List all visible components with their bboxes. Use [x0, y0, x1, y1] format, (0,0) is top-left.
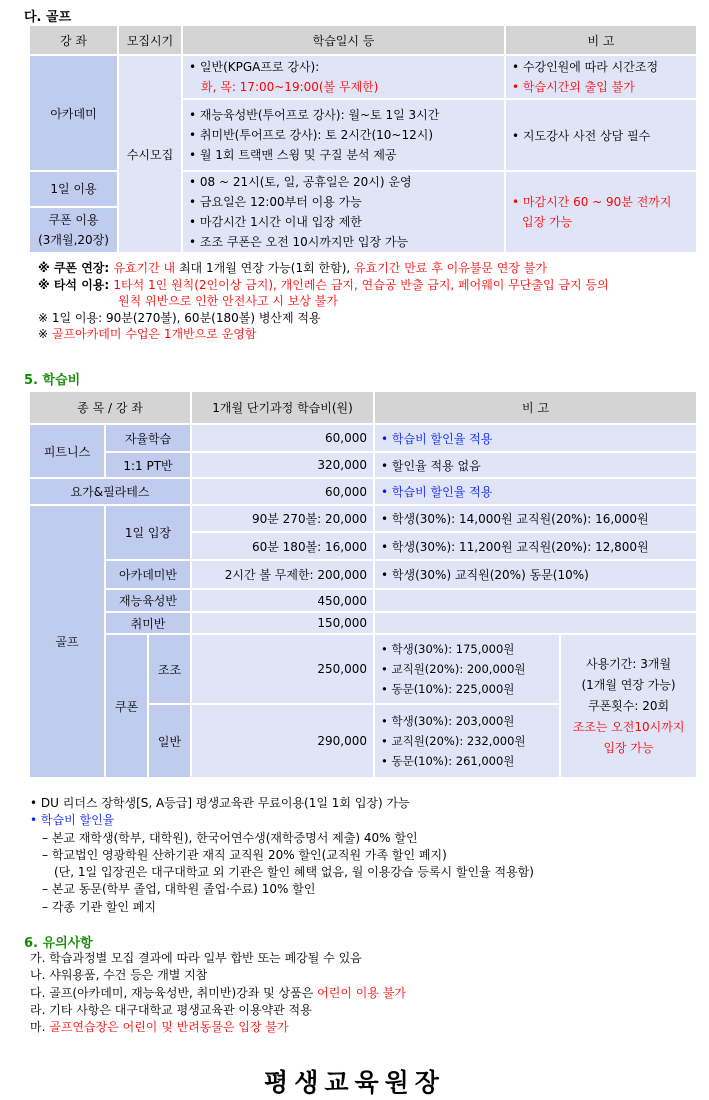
text: • 교직원(20%): 200,000원: [381, 662, 526, 676]
text: • DU 리더스 장학생[S, A등급] 평생교육관 무료이용(1일 1회 입장) 가능: [30, 796, 410, 810]
caution-heading: 6. 유의사항: [24, 936, 93, 951]
text: • 08 ~ 21시(토, 일, 공휴일은 20시) 운영: [189, 175, 412, 189]
remark: • 학습비 할인율 적용: [374, 478, 697, 505]
usage-note: [505, 171, 697, 253]
price: 60,000: [191, 478, 374, 505]
fees-heading: 5. 학습비: [24, 373, 81, 388]
text: – 본교 재학생(학부, 대학원), 한국어연수생(재학증명서 제출) 40% 할인: [42, 830, 418, 845]
col-header: 강 좌: [29, 25, 118, 55]
text: (단, 1일 입장권은 대구대학교 외 기관은 할인 혜택 없음, 월 이용강습 등록시 할인율 적용함): [54, 865, 534, 880]
list-item: [30, 985, 406, 1002]
hobby-label: 취미반: [105, 612, 191, 634]
text: 쿠폰 이용: [48, 212, 99, 227]
text: ※: [38, 327, 52, 341]
col-header: 비 고: [505, 25, 697, 55]
day-use-label: 1일 이용: [29, 171, 118, 207]
col-header: 1개월 단기과정 학습비(원): [191, 391, 374, 424]
text: 마.: [30, 1020, 50, 1035]
text: (3개월,20장): [38, 232, 109, 247]
text: 입장 가능: [603, 740, 654, 755]
text: • 학생(30%): 175,000원: [381, 642, 515, 656]
remark: [374, 612, 697, 634]
remark: [374, 634, 560, 704]
text: • 월 1회 트랙맨 스윙 및 구질 분석 제공: [189, 148, 397, 162]
coupon-label: 쿠폰: [105, 634, 148, 778]
text: • 조조 쿠폰은 오전 10시까지만 입장 가능: [189, 235, 409, 249]
talent-label: 재능육성반: [105, 589, 191, 612]
text: 원칙 위반으로 인한 안전사고 시 보상 불가: [118, 294, 338, 308]
text: – 본교 동문(학부 졸업, 대학원 졸업·수료) 10% 할인: [42, 882, 316, 897]
text: 골프아카데미 수업은 1개반으로 운영함: [51, 327, 257, 341]
price: 150,000: [191, 612, 374, 634]
self-study-label: 자율학습: [105, 424, 191, 452]
academy-classes-schedule: [182, 99, 505, 171]
price: 250,000: [191, 634, 374, 704]
text: – 학교법인 영광학원 산하기관 재직 교직원 20% 할인(교직원 가족 할인 폐지): [42, 847, 447, 862]
remark: [374, 704, 560, 778]
remark: • 할인율 적용 없음: [374, 452, 697, 478]
text: • 동문(10%): 261,000원: [381, 754, 515, 768]
price: 2시간 볼 무제한: 200,000: [191, 560, 374, 589]
academy-classes-note: • 지도강사 사전 상담 필수: [505, 99, 697, 171]
coupon-use-label: [29, 207, 118, 253]
remark: • 학생(30%) 교직원(20%) 동문(10%): [374, 560, 697, 589]
price: 90분 270볼: 20,000: [191, 505, 374, 532]
text: – 각종 기관 할인 폐지: [42, 899, 156, 914]
text: • 마감시간 1시간 이내 입장 제한: [189, 215, 362, 229]
text: 다. 골프(아카데미, 재능육성반, 취미반)강좌 및 상품은: [30, 985, 318, 1000]
pt-label: 1:1 PT반: [105, 452, 191, 478]
text: 입장 가능: [522, 215, 573, 229]
text: • 학습비 할인율: [30, 813, 115, 828]
text: 유효기간 내: [113, 261, 179, 275]
day-entry-label: 1일 입장: [105, 505, 191, 560]
text: ※ 타석 이용:: [38, 277, 114, 292]
text: 최대 1개월 연장 가능(1회 한함),: [178, 261, 355, 275]
yoga-label: 요가&필라테스: [29, 478, 191, 505]
caution-list: [30, 950, 406, 1036]
col-header: 학습일시 등: [182, 25, 505, 55]
fitness-label: 피트니스: [29, 424, 105, 478]
text: 쿠폰횟수: 20회: [587, 698, 670, 713]
price: 320,000: [191, 452, 374, 478]
text: • 재능육성반(투어프로 강사): 월~토 1일 3시간: [189, 108, 440, 122]
text: ※ 쿠폰 연장:: [38, 261, 114, 275]
early-label: 조조: [148, 634, 191, 704]
text: 골프연습장은 어린이 및 반려동물은 입장 불가: [49, 1020, 289, 1035]
price: 290,000: [191, 704, 374, 778]
golf-table: [28, 24, 698, 254]
text: • 학습시간외 출입 불가: [512, 80, 635, 94]
academy-label: 아카데미: [29, 55, 118, 171]
academy-general-schedule: [182, 55, 505, 99]
text: (1개월 연장 가능): [581, 677, 676, 692]
text: ※ 1일 이용: 90분(270볼), 60분(180볼) 병산제 적용: [38, 310, 321, 325]
text: • 취미반(투어프로 강사): 토 2시간(10~12시): [189, 128, 434, 142]
academy-general-note: [505, 55, 697, 99]
fee-notes: [30, 795, 534, 916]
usage-schedule: [182, 171, 505, 253]
col-header: 비 고: [374, 391, 697, 424]
price: 60,000: [191, 424, 374, 452]
text: 조조는 오전10시까지: [572, 719, 685, 734]
general-label: 일반: [148, 704, 191, 778]
golf-label: 골프: [29, 505, 105, 778]
text: • 일반(KPGA프로 강사):: [189, 60, 320, 74]
price: 60분 180볼: 16,000: [191, 532, 374, 560]
col-header: 모집시기: [118, 25, 182, 55]
signature: 평생교육원장: [264, 1068, 445, 1097]
list-item: 나. 샤워용품, 수건 등은 개별 지참: [30, 968, 208, 983]
text: • 학생(30%): 203,000원: [381, 714, 515, 728]
golf-notes: [38, 260, 609, 343]
text: 사용기간: 3개월: [586, 656, 672, 671]
remark: • 학생(30%): 14,000원 교직원(20%): 16,000원: [374, 505, 697, 532]
academy-label: 아카데미반: [105, 560, 191, 589]
remark: [374, 589, 697, 612]
text: • 마감시간 60 ~ 90분 전까지: [512, 195, 672, 209]
text: • 동문(10%): 225,000원: [381, 682, 515, 696]
text: • 금요일은 12:00부터 이용 가능: [189, 195, 362, 209]
fees-table: [28, 390, 698, 779]
list-item: [30, 1019, 406, 1036]
col-header: 종 목 / 강 좌: [29, 391, 191, 424]
text: 유효기간 만료 후 이유불문 연장 불가: [354, 261, 547, 275]
text: 어린이 이용 불가: [317, 985, 406, 1000]
price: 450,000: [191, 589, 374, 612]
remark: • 학습비 할인율 적용: [374, 424, 697, 452]
remark: • 학생(30%): 11,200원 교직원(20%): 12,800원: [374, 532, 697, 560]
list-item: 가. 학습과정별 모집 결과에 따라 일부 합반 또는 폐강될 수 있음: [30, 951, 362, 965]
text: 화, 목: 17:00~19:00(볼 무제한): [201, 80, 379, 94]
list-item: 라. 기타 사항은 대구대학교 평생교육관 이용약관 적용: [30, 1002, 312, 1017]
text: 1타석 1인 원칙(2인이상 금지), 개인레슨 금지, 연습공 반출 금지, 페어웨이 무단출입 금지 등의: [113, 277, 609, 292]
text: • 교직원(20%): 232,000원: [381, 734, 526, 748]
recruit-period: 수시모집: [118, 55, 182, 253]
coupon-info: [560, 634, 697, 778]
golf-heading: 다. 골프: [24, 10, 72, 25]
text: • 수강인원에 따라 시간조정: [512, 60, 659, 74]
